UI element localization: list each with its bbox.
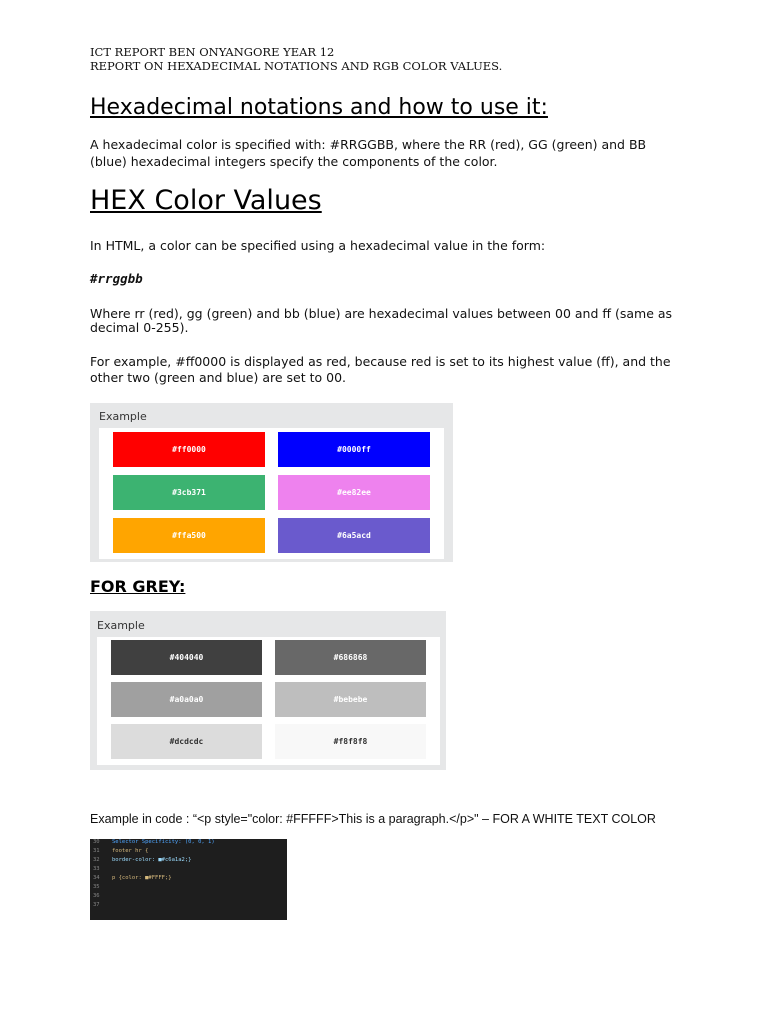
section-heading-hex-color-values: HEX Color Values	[90, 185, 322, 216]
line-number: 35	[93, 884, 100, 890]
grey-swatch: #686868	[275, 640, 426, 675]
paragraph-red-example-line-1: For example, #ff0000 is displayed as red, because red is set to its highest value (ff), and the	[90, 354, 671, 369]
code-line	[90, 857, 287, 866]
paragraph-where-line-1: Where rr (red), gg (green) and bb (blue) are hexadecimal values between 00 and ff (same as	[90, 306, 673, 321]
report-header-line-1: ICT REPORT BEN ONYANGORE YEAR 12	[90, 45, 335, 59]
line-number: 37	[93, 902, 100, 908]
paragraph-hex-definition-line-2: (blue) hexadecimal integers specify the components of the color.	[90, 154, 498, 169]
example-label: Example	[97, 619, 145, 632]
code-rrggbb: #rrggbb	[90, 271, 143, 286]
code-text: footer hr {	[112, 848, 149, 854]
paragraph-html-color-intro: In HTML, a color can be specified using a hexadecimal value in the form:	[90, 238, 546, 253]
code-line	[90, 893, 287, 902]
example-swatch-area	[97, 637, 440, 765]
line-number: 34	[93, 875, 100, 881]
line-number: 33	[93, 866, 100, 872]
code-text: p {color: ■#FFFF;}	[112, 875, 172, 881]
grey-swatch: #bebebe	[275, 682, 426, 717]
line-number: 30	[93, 839, 100, 845]
example-label: Example	[99, 410, 147, 423]
grey-swatch: #f8f8f8	[275, 724, 426, 759]
color-swatch: #ee82ee	[278, 475, 430, 510]
color-swatch: #6a5acd	[278, 518, 430, 553]
code-text: border-color: ■#c6a1a2;}	[112, 857, 192, 863]
color-swatch: #0000ff	[278, 432, 430, 467]
grey-swatch: #404040	[111, 640, 262, 675]
grey-swatch: #a0a0a0	[111, 682, 262, 717]
code-text: Selector Specificity: (0, 0, 1)	[112, 839, 215, 845]
example-swatch-area	[99, 428, 444, 559]
code-line	[90, 902, 287, 911]
section-heading-hexadecimal: Hexadecimal notations and how to use it:	[90, 95, 548, 120]
code-example-caption: Example in code : “<p style="color: #FFFFF>This is a paragraph.</p>" – FOR A WHITE TEXT COLOR	[90, 812, 656, 826]
color-swatch: #3cb371	[113, 475, 265, 510]
example-grey-panel	[90, 611, 446, 770]
code-line	[90, 875, 287, 884]
code-line	[90, 866, 287, 875]
paragraph-where-line-2: decimal 0-255).	[90, 320, 189, 335]
grey-swatch: #dcdcdc	[111, 724, 262, 759]
report-header-line-2: REPORT ON HEXADECIMAL NOTATIONS AND RGB COLOR VALUES.	[90, 59, 503, 73]
line-number: 36	[93, 893, 100, 899]
paragraph-hex-definition-line-1: A hexadecimal color is specified with: #RRGGBB, where the RR (red), GG (green) and BB	[90, 137, 647, 152]
color-swatch: #ffa500	[113, 518, 265, 553]
line-number: 32	[93, 857, 100, 863]
paragraph-red-example-line-2: other two (green and blue) are set to 00.	[90, 370, 346, 385]
code-editor-screenshot	[90, 839, 287, 920]
section-heading-for-grey: FOR GREY:	[90, 577, 186, 596]
example-color-panel	[90, 403, 453, 562]
code-line	[90, 848, 287, 857]
code-line	[90, 839, 287, 848]
line-number: 31	[93, 848, 100, 854]
color-swatch: #ff0000	[113, 432, 265, 467]
code-line	[90, 884, 287, 893]
